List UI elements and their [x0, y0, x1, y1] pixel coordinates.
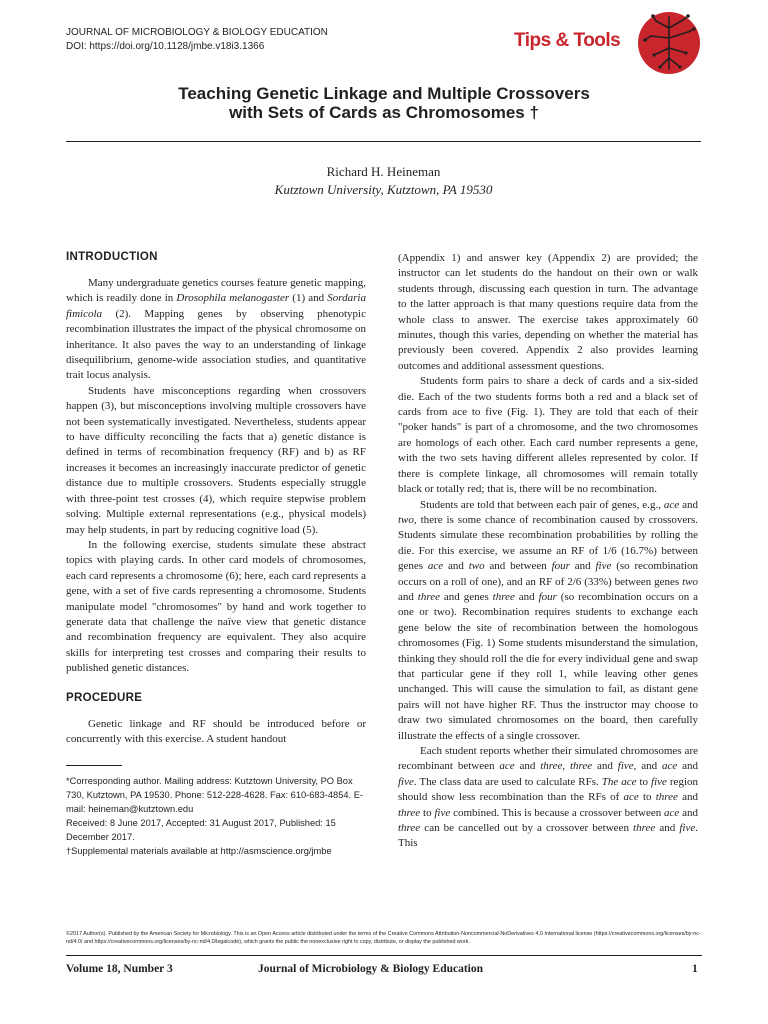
author-name: Richard H. Heineman [326, 164, 441, 179]
intro-paragraph-3: In the following exercise, students simulate these abstract topics with playing cards. In other card models of chromosomes, each card represents a chromosome (6); here, each card represents a gene, with a set of five cards representing a chromosome. Students manipulate model "chromosomes" by hand and work together to generate data that challenge the naïve view that genetic distance and recombination frequency are equivalent. They also acquire skills for interpreting test crosses and comparing their results to published genetic distances. [66, 538, 366, 675]
footnote-supplemental: †Supplemental materials available at http://asmscience.org/jmbe [66, 846, 332, 857]
footer-journal-name: Journal of Microbiology & Biology Education [258, 963, 484, 975]
title-line-1: Teaching Genetic Linkage and Multiple Crossovers [178, 84, 590, 103]
article-title [100, 84, 668, 122]
footnote-correspondence: *Corresponding author. Mailing address: Kutztown University, PO Box 730, Kutztown, PA 19530. Phone: 512-228-4628. Fax: 610-683-4854. E-mail: heineman@kutztown.edu [66, 776, 364, 815]
volume-label: Volume 18, Number 3 [66, 963, 173, 975]
footnote-divider [66, 765, 122, 766]
footer-divider [66, 955, 702, 956]
title-divider [66, 141, 701, 142]
author-block [66, 163, 701, 199]
title-line-2: with Sets of Cards as Chromosomes † [229, 103, 539, 122]
procedure-paragraph-5: Each student reports whether their simulated chromosomes are recombinant between ace and three, three and five, and ace and five. The class data are used to calculate RFs. The ace to five region should show less recombination than the RFs of ace to three and three to five combined. This is because a crossover between ace and three can be cancelled out by a crossover between three and five. This [398, 745, 699, 850]
page-number: 1 [692, 963, 698, 975]
intro-paragraph-1: Many undergraduate genetics courses feature genetic mapping, which is readily done in Drosophila melanogaster (1) and Sordaria fimicola (2). Mapping genes by observing phenotypic recombination illustrates the impact of the physical chromosome on inheritance. It also paves the way to an understanding of linkage disequilibrium, genome-wide association studies, and quantitative trait locus analysis. [66, 277, 366, 382]
running-header [66, 26, 328, 54]
introduction-heading: INTRODUCTION [66, 251, 158, 263]
procedure-paragraph-1: Genetic linkage and RF should be introduced before or concurrently with this exercise. A student handout [66, 717, 366, 745]
left-column [66, 250, 366, 858]
procedure-heading: PROCEDURE [66, 691, 143, 704]
license-notice: ©2017 Author(s). Published by the American Society for Microbiology. This is an Open Access article distributed under the terms of the Creative Commons Attribution-Noncommercial-NoDerivatives 4.0 International license (https://creativecommons.org/licenses/by-nc-nd/4.0/ and https://creativecommons.org/licenses/by-nc-nd/4.0/legalcode), which grants the public the nonexclusive right to copy, distribute, or display the published work. [66, 931, 701, 945]
footnotes [66, 774, 366, 858]
procedure-paragraph-2: (Appendix 1) and answer key (Appendix 2) are provided; the instructor can let students do the handout on their own or walk students through, discussing each question in turn. The advantage to the latter approach is that many questions require data from the whole class to answer. The exercise takes approximately 60 minutes, though this varies, depending on whether the material has previously been covered. Appendix 2 also provides learning outcomes and additional assessment questions. [398, 252, 698, 372]
doi-link[interactable]: DOI: https://doi.org/10.1128/jmbe.v18i3.1366 [66, 41, 265, 52]
procedure-paragraph-3: Students form pairs to share a deck of cards and a six-sided die. Each of the two students forms both a red and a black set of cards from ace to five (Fig. 1). They are told that each of their "poker hands" is part of a chromosome, and the two chromosomes are homologs of each other. Each card number represents a gene, with the two sets having different alleles represented by color. If there is complete linkage, all chromosomes will remain totally black or totally red; that is, there will be no recombination. [398, 375, 698, 496]
procedure-paragraph-4: Students are told that between each pair of genes, e.g., ace and two, there is some chance of recombination caused by crossovers. Students simulate these recombination probabilities by rolling the die. For this exercise, we assume an RF of 1/6 (16.7%) between genes ace and two and between four and five (so recombination occurs on a roll of one), and an RF of 2/6 (33%) between genes two and three and genes three and four (so recombination occurs on a one or two). Recombination requires students to exchange each gene below the site of recombination between the homologous chromosomes (Fig. 1) Some students misunderstand the simulation, thinking they should roll the die for every individual gene and swap that particular gene if they roll 1, while leaving other genes unchanged. This will cause the simulation to fail, as distant gene pairs will not have higher RF. Thus the instructor may choose to draw two simulated chromosomes on the board, then carefully illustrate the effects of a single crossover. [398, 498, 699, 742]
section-label: Tips & Tools [514, 30, 621, 51]
microbe-emblem-icon [636, 8, 702, 78]
intro-paragraph-2: Students have misconceptions regarding when crossovers happen (3), but misconceptions involving multiple crossovers have not been systematically investigated. Nevertheless, students appear to have difficulty reconciling the facts that a) genetic distance is defined in terms of recombination frequency (RF) and b) as RF increases it becomes an increasingly inaccurate predictor of genetic distance due to multiple crossovers. Students especially struggle with three-point test crosses (4), which require stepwise problem solving. Multiple external representations (e.g., physical models) may help students, in part by reducing cognitive load (5). [66, 384, 366, 536]
right-column [398, 251, 698, 852]
journal-name: JOURNAL OF MICROBIOLOGY & BIOLOGY EDUCATION [66, 27, 328, 38]
footnote-dates: Received: 8 June 2017, Accepted: 31 August 2017, Published: 15 December 2017. [66, 818, 336, 843]
author-affiliation: Kutztown University, Kutztown, PA 19530 [274, 182, 493, 197]
